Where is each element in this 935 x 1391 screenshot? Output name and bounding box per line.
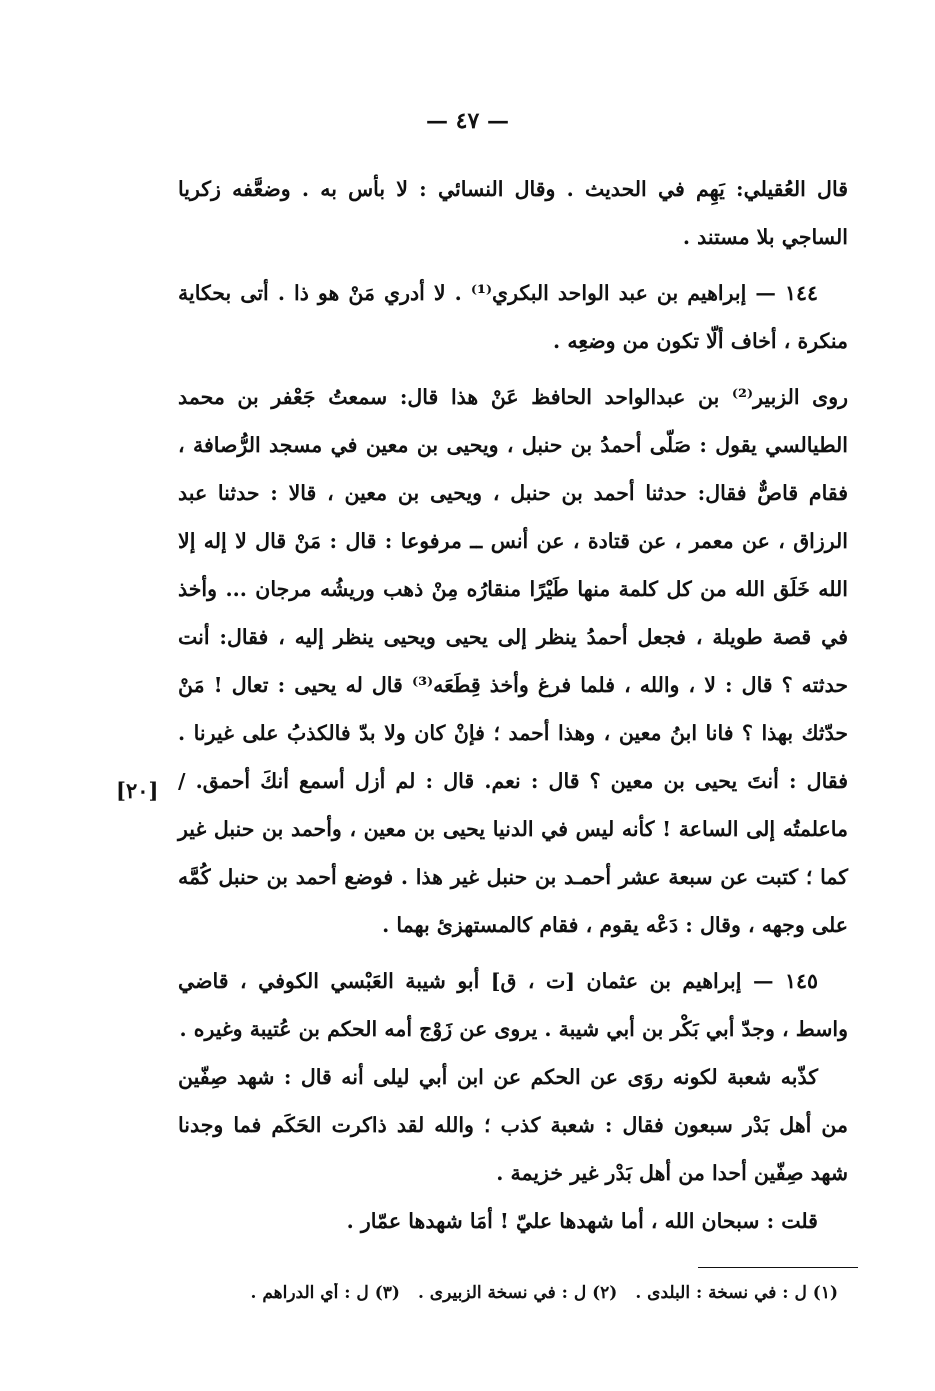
main-text (178, 165, 848, 1245)
entry-144-heading: ١٤٤ — إبراهيم بن عبد الواحد البكري⁽¹⁾ . لا أدري مَنْ هو ذا . أتى بحكاية منكرة ، أخاف ألّا تكون من وضعِه . (178, 281, 848, 353)
footnote-3: (٣) ل : أي الدراهم . (250, 1283, 400, 1303)
footnote-1: (١) ل : في نسخة : البلدى . (635, 1283, 838, 1303)
entry-144-narration: روى الزبير⁽²⁾ بن عبدالواحد الحافظ عَنْ هذا قال: سمعتُ جَعْفر بن محمد الطيالسي يقول : صَلّى أحمدُ بن حنبل ، ويحيى بن معين في مسجد الرُّصافة ، فقام قاصٌّ فقال: حدثنا أحمد بن حنبل ، ويحيى بن معين ، قالا : حدثنا عبد الرزاق ، عن معمر ، عن قتادة ، عن أنس ــ مرفوعا : قال : مَنْ قال لا إله إلا الله خَلَق الله من كل كلمة منها طَيْرًا منقارُه مِنْ ذهب وريشُه مرجان ... وأخذ في قصة طويلة ، فجعل أحمدُ ينظر إلى يحيى ويحيى ينظر إليه ، فقال: أنت حدثته ؟ قال : لا ، والله ، فلما فرغ وأخذ قِطَعَه⁽³⁾ قال له يحيى : تعال ! مَنْ حدّثك بهذا ؟ فانا ابنُ معين ، وهذا أحمد ؛ فإنْ كان ولا بدّ فالكذبُ على غيرنا . فقال : أنتَ يحيى بن معين ؟ قال : نعم. قال : لم أزل أسمع أنكَ أحمق. / ماعلمتُه إلى الساعة ! كأنه ليس في الدنيا يحيى بن معين ، وأحمد بن حنبل غير كما ؛ كتبت عن سبعة عشر أحمـد بن حنبل غير هذا . فوضع أحمد بن حنبل كُمَّه على وجهه ، وقال : دَعْه يقوم ، فقام كالمستهزئ بهما . (178, 385, 849, 937)
margin-reference: [٢٠] (116, 778, 159, 803)
paragraph-uqayli-note: قال العُقيلي: يَهِم في الحديث . وقال النسائي : لا بأس به . وضعَّفه زكريا الساجي بلا مستند . (178, 177, 848, 249)
entry-145-narration: كذّبه شعبة لكونه روَى عن الحكم عن ابن أبي ليلى أنه قال : شهد صِفّين من أهل بَدْر سبعون فقال : شعبة كذب ؛ والله لقد ذاكرت الحَكَم فما وجدنا شهد صِفّين أحدا من أهل بَدْر غير خزيمة . (178, 1065, 848, 1185)
entry-145-heading: ١٤٥ — إبراهيم بن عثمان [ت ، ق] أبو شيبة العَبْسي الكوفي ، قاضي واسط ، وجدّ أبي بَكْر بن أبي شيبة . يروى عن زَوْج أمه الحكم بن عُتيبة وغيره . (178, 969, 848, 1041)
page-number: — ٤٧ — (426, 108, 509, 134)
footnotes (178, 1283, 838, 1303)
entry-145-comment: قلت : سبحان الله ، أما شهدها عليّ ! أمَا شهدها عمّار . (346, 1209, 818, 1233)
footnote-divider (698, 1267, 858, 1268)
footnote-2: (٢) ل : في نسخة الزبيرى . (417, 1283, 618, 1303)
